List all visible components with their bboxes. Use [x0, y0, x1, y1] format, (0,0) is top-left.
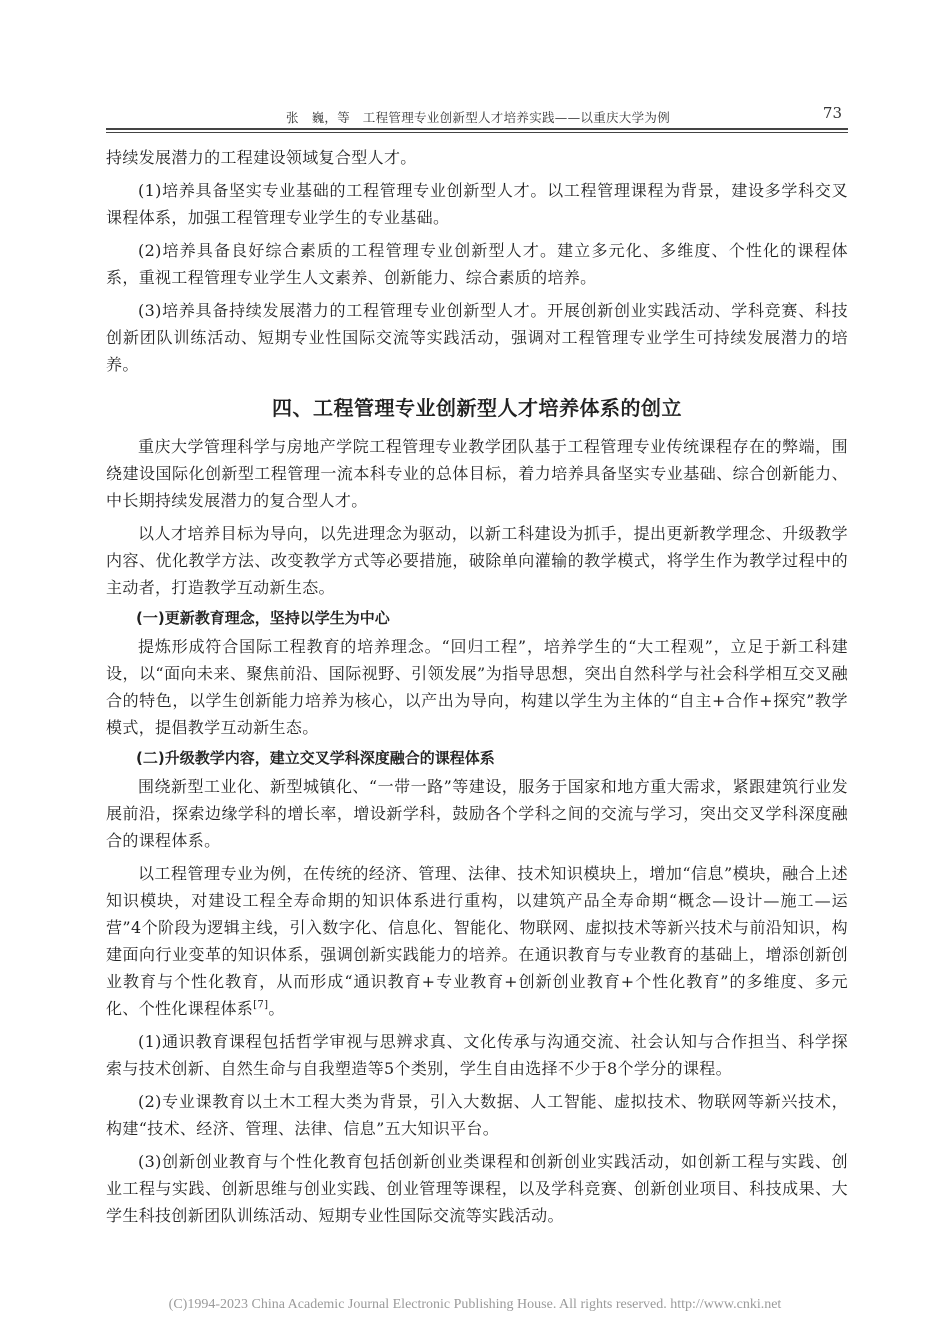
section-heading: 四、工程管理专业创新型人才培养体系的创立	[272, 396, 682, 420]
paragraph: (2)专业课教育以土木工程大类为背景，引入大数据、人工智能、虚拟技术、物联网等新兴技术，构建“技术、经济、管理、法律、信息”五大知识平台。	[106, 1092, 848, 1138]
subsection-heading: (二)升级教学内容，建立交叉学科深度融合的课程体系	[136, 749, 495, 767]
copyright-footer: (C)1994-2023 China Academic Journal Electronic Publishing House. All rights reserved. http://www.cnki.net	[168, 1297, 782, 1312]
running-title: 张 巍，等 工程管理专业创新型人才培养实践——以重庆大学为例	[286, 110, 671, 125]
paragraph: (1)通识教育课程包括哲学审视与思辨求真、文化传承与沟通交流、社会认知与合作担当、科学探索与技术创新、自然生命与自我塑造等5个类别，学生自由选择不少于8个学分的课程。	[106, 1032, 848, 1078]
article-body	[106, 144, 848, 1229]
paragraph	[106, 860, 848, 1022]
paragraph: 提炼形成符合国际工程教育的培养理念。“回归工程”，培养学生的“大工程观”，立足于新工科建设，以“面向未来、聚焦前沿、国际视野、引领发展”为指导思想，突出自然科学与社会科学相互交叉融合的特色，以学生创新能力培养为核心，以产出为导向，构建以学生为主体的“自主+合作+探究”教学模式，提倡教学互动新生态。	[106, 637, 848, 737]
subsection-heading: (一)更新教育理念，坚持以学生为中心	[136, 609, 390, 627]
paragraph-end: 。	[268, 999, 285, 1018]
paragraph: 重庆大学管理科学与房地产学院工程管理专业教学团队基于工程管理专业传统课程存在的弊端，围绕建设国际化创新型工程管理一流本科专业的总体目标，着力培养具备坚实专业基础、综合创新能力、中长期持续发展潜力的复合型人才。	[106, 437, 848, 510]
paragraph: (3)创新创业教育与个性化教育包括创新创业类课程和创新创业实践活动，如创新工程与实践、创业工程与实践、创新思维与创业实践、创业管理等课程，以及学科竞赛、创新创业项目、科技成果、大学生科技创新团队训练活动、短期专业性国际交流等实践活动。	[106, 1152, 848, 1225]
header-rule-thin	[106, 132, 848, 133]
paragraph: (2)培养具备良好综合素质的工程管理专业创新型人才。建立多元化、多维度、个性化的课程体系，重视工程管理专业学生人文素养、创新能力、综合素质的培养。	[106, 241, 848, 287]
paragraph: (1)培养具备坚实专业基础的工程管理专业创新型人才。以工程管理课程为背景，建设多学科交叉课程体系，加强工程管理专业学生的专业基础。	[106, 181, 848, 227]
paragraph: 持续发展潜力的工程建设领域复合型人才。	[106, 148, 417, 167]
page-number: 73	[822, 104, 842, 122]
header-rule	[106, 128, 848, 130]
paragraph-text: 以工程管理专业为例，在传统的经济、管理、法律、技术知识模块上，增加“信息”模块，融合上述知识模块，对建设工程全寿命期的知识体系进行重构，以建筑产品全寿命期“概念—设计—施工—运营”4个阶段为逻辑主线，引入数字化、信息化、智能化、物联网、虚拟技术等新兴技术与前沿知识，构建面向行业变革的知识体系，强调创新实践能力的培养。在通识教育与专业教育的基础上，增添创新创业教育与个性化教育，从而形成“通识教育+专业教育+创新创业教育+个性化教育”的多维度、多元化、个性化课程体系	[106, 864, 848, 1018]
running-header	[106, 104, 848, 130]
paragraph: 围绕新型工业化、新型城镇化、“一带一路”等建设，服务于国家和地方重大需求，紧跟建筑行业发展前沿，探索边缘学科的增长率，增设新学科，鼓励各个学科之间的交流与学习，突出交叉学科深度融合的课程体系。	[106, 777, 848, 850]
citation[interactable]: [7]	[253, 999, 269, 1011]
paragraph: 以人才培养目标为导向，以先进理念为驱动，以新工科建设为抓手，提出更新教学理念、升级教学内容、优化教学方法、改变教学方式等必要措施，破除单向灌输的教学模式，将学生作为教学过程中的主动者，打造教学互动新生态。	[106, 524, 848, 597]
paragraph: (3)培养具备持续发展潜力的工程管理专业创新型人才。开展创新创业实践活动、学科竞赛、科技创新团队训练活动、短期专业性国际交流等实践活动，强调对工程管理专业学生可持续发展潜力的培养。	[106, 301, 848, 374]
